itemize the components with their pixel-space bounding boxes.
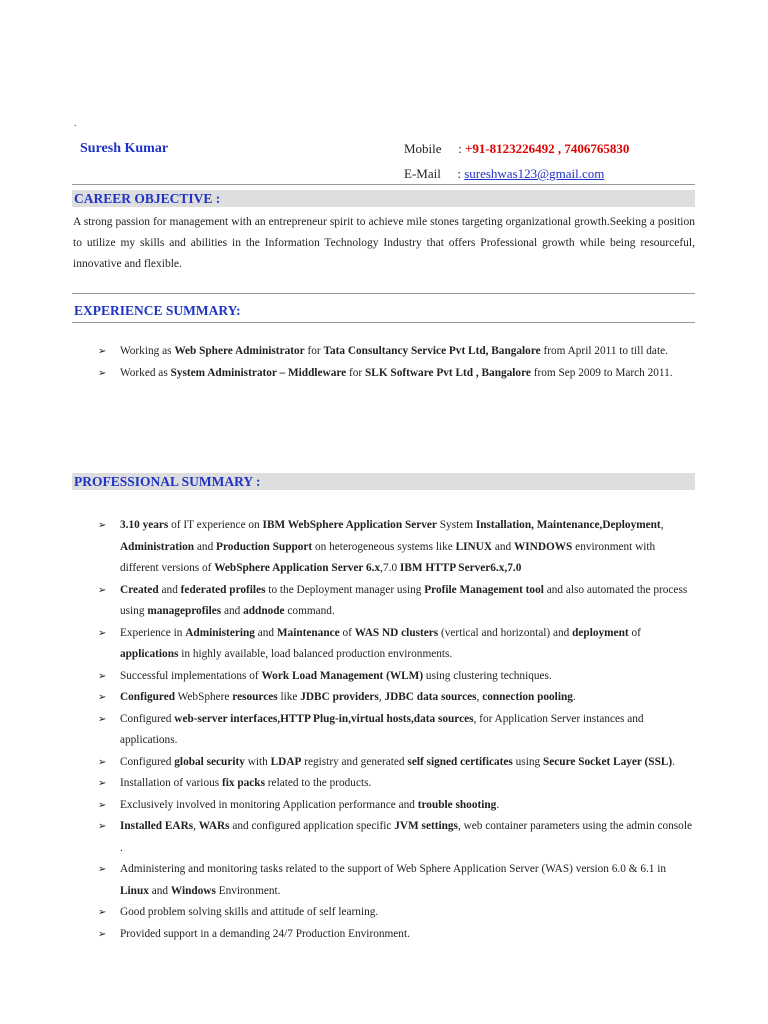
text: Installation of various <box>120 777 222 789</box>
bullet-arrow-icon: ➢ <box>98 670 107 682</box>
text: Administering and monitoring tasks related to the support of Web Sphere Application Server (WAS) version 6.0 & 6.1 in <box>120 863 667 875</box>
mobile-label: Mobile <box>404 141 442 156</box>
bold-text: Work Load Management (WLM) <box>261 669 424 682</box>
bold-text: LINUX <box>455 540 492 553</box>
bullet-arrow-icon: ➢ <box>98 584 107 596</box>
text: Successful implementations of <box>120 669 262 682</box>
bold-text: JDBC providers <box>300 691 379 703</box>
bold-text: Tata Consultancy Service Pvt Ltd, Bangalore <box>323 345 541 357</box>
text: Configured <box>120 755 175 768</box>
text: command. <box>284 605 335 617</box>
text: Good problem solving skills and attitude of self learning. <box>120 906 379 918</box>
mobile-separator: : <box>458 141 462 156</box>
bullet-arrow-icon: ➢ <box>98 713 107 725</box>
bold-text: Secure Socket Layer (SSL) <box>542 755 673 768</box>
text: , <box>378 691 385 703</box>
bold-text: WARs <box>198 820 230 832</box>
bold-text: federated profiles <box>180 583 266 596</box>
professional-summary-list <box>98 515 694 945</box>
list-item <box>98 515 694 580</box>
list-item <box>98 773 694 795</box>
text: . <box>672 755 675 768</box>
bold-text: global security <box>174 755 245 768</box>
list-item <box>98 752 694 774</box>
bold-text: Installation, Maintenance,Deployment <box>475 519 661 531</box>
bold-text: Configured <box>120 691 176 703</box>
bold-text: Production Support <box>216 540 313 553</box>
divider <box>72 322 695 323</box>
bold-text: LDAP <box>270 755 302 768</box>
bold-text: connection pooling <box>482 691 573 703</box>
text: and also automated the process using <box>120 583 688 617</box>
text: using clustering techniques. <box>423 669 552 682</box>
text: and <box>158 583 181 596</box>
bullet-arrow-icon: ➢ <box>98 756 107 768</box>
professional-summary-heading: PROFESSIONAL SUMMARY : <box>72 473 695 490</box>
text: with <box>244 755 271 768</box>
bold-text: applications <box>120 648 179 660</box>
text: System <box>436 519 476 531</box>
bold-text: IBM HTTP Server6.x,7.0 <box>399 562 522 574</box>
email-link[interactable]: sureshwas123@gmail.com <box>464 166 605 181</box>
bold-text: System Administrator – Middleware <box>170 366 347 379</box>
text: . <box>496 798 500 811</box>
list-item <box>98 341 694 363</box>
bold-text: Linux <box>120 884 149 897</box>
bullet-arrow-icon: ➢ <box>98 778 107 789</box>
bullet-arrow-icon: ➢ <box>98 520 107 531</box>
mobile-value: +91-8123226492 , 7406765830 <box>464 141 630 156</box>
text: . <box>572 691 576 703</box>
text: and <box>148 884 171 897</box>
bold-text: deployment <box>572 626 629 639</box>
header-dot: . <box>74 118 77 129</box>
text: ,7.0 <box>380 562 400 574</box>
text: , <box>660 519 664 531</box>
text: , <box>476 691 483 703</box>
mobile-row <box>404 141 629 157</box>
bold-text: JDBC data sources <box>384 691 477 703</box>
bold-text: Profile Management tool <box>424 583 544 596</box>
bold-text: Created <box>120 583 159 596</box>
bold-text: WebSphere Application Server 6.x <box>214 562 381 574</box>
text: and <box>221 605 244 617</box>
bold-text: 3.10 years <box>120 519 169 531</box>
list-item <box>98 795 694 817</box>
text: and <box>492 540 514 553</box>
divider <box>72 184 695 185</box>
bold-text: resources <box>232 691 278 703</box>
text: from Sep 2009 to March 2011. <box>530 366 673 379</box>
bullet-arrow-icon: ➢ <box>98 799 107 811</box>
bold-text: Maintenance <box>276 626 340 639</box>
text: of <box>339 626 355 639</box>
bold-text: Administering <box>185 626 255 639</box>
text: related to the products. <box>264 777 372 789</box>
text: for <box>346 366 365 379</box>
career-objective-heading: CAREER OBJECTIVE : <box>72 190 695 207</box>
text: Environment. <box>215 884 281 897</box>
text: Worked as <box>120 366 171 379</box>
bold-text: Windows <box>170 884 216 897</box>
text: of IT experience on <box>168 519 263 531</box>
text: for <box>304 345 324 357</box>
text: Provided support in a demanding 24/7 Production Environment. <box>120 927 410 940</box>
text: and <box>254 626 277 639</box>
career-objective-text: A strong passion for management with an entrepreneur spirit to achieve mile stones targeting organizational growth.Seeking a position to utilize my skills and abilities in the Information Technology Industry that offers Professional growth while being resourceful, innovative and flexible. <box>73 216 695 270</box>
text: registry and generated <box>301 755 408 768</box>
text: environment with different versions of <box>120 540 656 574</box>
text: in highly available, load balanced production environments. <box>178 648 453 660</box>
list-item <box>98 687 694 709</box>
bullet-arrow-icon: ➢ <box>98 692 107 703</box>
text: Configured <box>120 712 175 725</box>
list-item <box>98 902 694 924</box>
candidate-name: Suresh Kumar <box>80 141 169 156</box>
email-row <box>404 166 604 182</box>
text: , web container parameters using the admin console . <box>120 820 692 854</box>
text: like <box>277 691 301 703</box>
list-item <box>98 924 694 946</box>
text: and configured application specific <box>229 820 395 832</box>
experience-list <box>98 341 694 384</box>
bold-text: SLK Software Pvt Ltd , Bangalore <box>365 366 531 379</box>
bold-text: Web Sphere Administrator <box>174 345 305 357</box>
text: on heterogeneous systems like <box>312 540 456 553</box>
bold-text: web-server interfaces,HTTP Plug-in,virtual hosts,data sources <box>174 712 474 725</box>
bold-text: addnode <box>243 605 285 617</box>
text: to the Deployment manager using <box>265 583 425 596</box>
list-item <box>98 580 694 623</box>
divider <box>72 293 695 294</box>
bullet-arrow-icon: ➢ <box>98 346 107 357</box>
bold-text: WINDOWS <box>513 540 573 553</box>
bullet-arrow-icon: ➢ <box>98 367 107 379</box>
bold-text: fix packs <box>221 777 265 789</box>
text: (vertical and horizontal) and <box>438 626 573 639</box>
bullet-arrow-icon: ➢ <box>98 907 107 918</box>
bold-text: Administration <box>120 540 195 553</box>
list-item <box>98 816 694 859</box>
text: using <box>512 755 543 768</box>
text: of <box>628 626 641 639</box>
list-item <box>98 859 694 902</box>
bold-text: IBM WebSphere Application Server <box>262 519 437 531</box>
bold-text: manageprofiles <box>147 605 222 617</box>
text: Exclusively involved in monitoring Application performance and <box>120 798 418 811</box>
text: , <box>193 820 199 832</box>
bullet-arrow-icon: ➢ <box>98 627 107 639</box>
bold-text: self signed certificates <box>407 755 513 768</box>
list-item <box>98 363 694 385</box>
list-item <box>98 666 694 688</box>
text: Working as <box>120 345 175 357</box>
text: , for Application Server instances and applications. <box>120 712 644 746</box>
bold-text: JVM settings <box>394 820 458 832</box>
text: WebSphere <box>175 691 233 703</box>
experience-summary-heading: EXPERIENCE SUMMARY: <box>74 303 241 318</box>
text: and <box>194 540 217 553</box>
bold-text: trouble shooting <box>417 798 497 811</box>
bullet-arrow-icon: ➢ <box>98 821 107 832</box>
bullet-arrow-icon: ➢ <box>98 864 107 875</box>
email-separator: : <box>457 166 461 181</box>
bold-text: Installed EARs <box>120 820 194 832</box>
list-item <box>98 623 694 666</box>
text: Experience in <box>120 626 186 639</box>
list-item <box>98 709 694 752</box>
text: from April 2011 to till date. <box>540 345 668 357</box>
bullet-arrow-icon: ➢ <box>98 928 107 940</box>
email-label: E-Mail <box>404 166 441 181</box>
bold-text: WAS ND clusters <box>354 626 439 639</box>
